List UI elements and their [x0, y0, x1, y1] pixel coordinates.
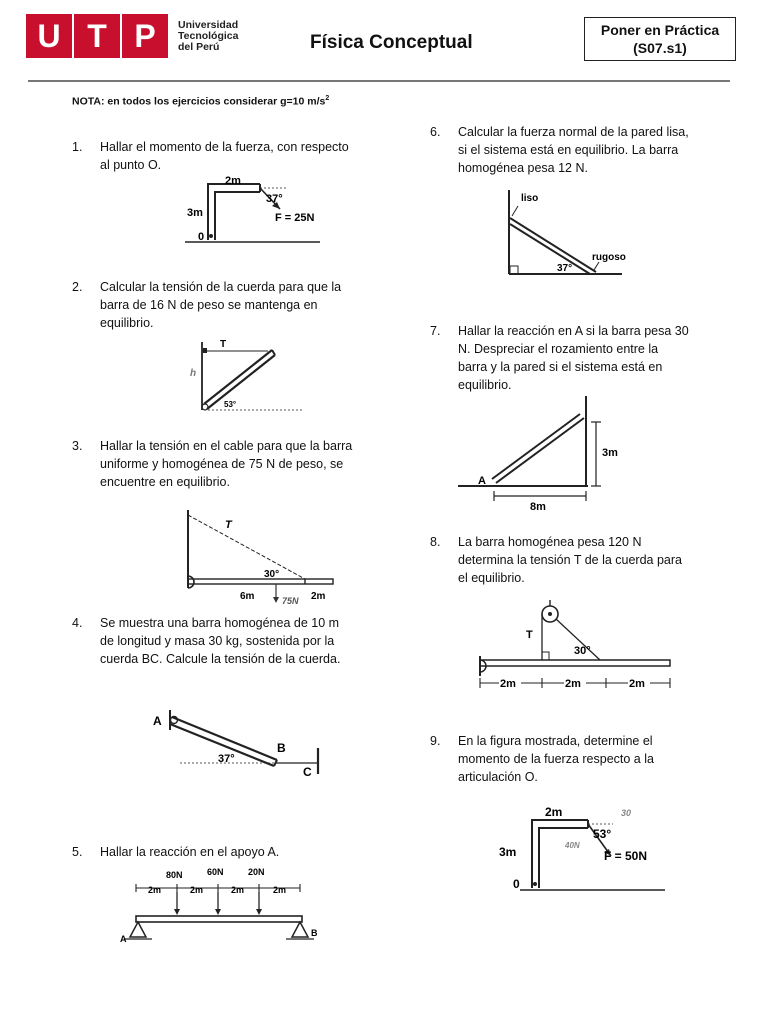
- question-number: 7.: [430, 324, 441, 338]
- figure-3-tension-label: T: [225, 519, 232, 531]
- figure-5: [118, 866, 323, 952]
- figure-1: [180, 172, 325, 250]
- question-line: Hallar la tensión en el cable para que la barra: [100, 439, 353, 453]
- figure-9: [495, 802, 670, 898]
- question-line: barra y la pared si el sistema está en: [458, 360, 663, 374]
- figure-8-span-3: 2m: [629, 678, 645, 690]
- figure-1-angle-label: 37°: [266, 193, 283, 205]
- figure-8-diagram: [470, 596, 680, 692]
- figure-1-side-label: 3m: [187, 207, 203, 219]
- figure-6-rough-label: rugoso: [592, 252, 626, 263]
- figure-4-label-a: A: [153, 714, 162, 728]
- figure-9-handwritten-2: 40N: [565, 841, 580, 850]
- figure-5-diagram: [118, 866, 323, 952]
- question-line: de longitud y masa 30 kg, sostenida por la: [100, 634, 335, 648]
- question-line: determina la tensión T de la cuerda para: [458, 553, 682, 567]
- figure-4-label-c: C: [303, 765, 312, 779]
- question-number: 1.: [72, 140, 83, 154]
- figure-5-support-a: A: [120, 934, 127, 944]
- figure-6-smooth-label: liso: [521, 193, 539, 204]
- figure-7-height-label: 3m: [602, 447, 618, 459]
- figure-5-force-1: 80N: [166, 870, 183, 880]
- figure-7-base-label: 8m: [530, 501, 546, 513]
- question-number: 8.: [430, 535, 441, 549]
- figure-9-handwritten-1: 30: [621, 808, 632, 818]
- figure-4-label-b: B: [277, 741, 286, 755]
- figure-1-origin-label: 0: [198, 231, 205, 243]
- logo-line: del Perú: [178, 40, 220, 53]
- question-text: [458, 533, 682, 587]
- badge-line: (S07.s1): [633, 40, 687, 56]
- figure-6: [504, 186, 649, 276]
- question-text: [458, 732, 654, 786]
- figure-5-span-4: 2m: [273, 885, 287, 895]
- question-line: equilibrio.: [100, 316, 154, 330]
- figure-4: [150, 708, 325, 780]
- figure-4-angle-label: 37°: [218, 753, 235, 765]
- question-line: Se muestra una barra homogénea de 10 m: [100, 616, 340, 630]
- figure-8-angle-label: 30°: [574, 645, 591, 657]
- question-line: Calcular la tensión de la cuerda para que la: [100, 280, 342, 294]
- figure-7: [458, 392, 633, 514]
- utp-logo: [26, 14, 238, 58]
- session-badge: [584, 17, 736, 61]
- logo-line: Tecnológica: [178, 29, 239, 42]
- question-line: Hallar la reacción en A si la barra pesa 30: [458, 324, 689, 338]
- figure-2-handwritten: h: [190, 368, 197, 379]
- note-superscript: 2: [325, 95, 330, 102]
- course-title: Física Conceptual: [310, 32, 473, 53]
- question-text: [458, 123, 689, 177]
- figure-9-origin-label: 0: [513, 877, 520, 891]
- figure-9-force-label: F = 50N: [604, 849, 648, 863]
- question-line: Hallar la reacción en el apoyo A.: [100, 845, 280, 859]
- question-number: 4.: [72, 616, 83, 630]
- question-text: [100, 843, 279, 861]
- figure-3-angle-label: 30°: [264, 569, 280, 580]
- figure-2: [190, 338, 308, 413]
- figure-5-span-3: 2m: [231, 885, 245, 895]
- figure-5-span-1: 2m: [148, 885, 162, 895]
- question-number: 9.: [430, 734, 441, 748]
- question-line: momento de la fuerza respecto a la: [458, 752, 654, 766]
- question-line: al punto O.: [100, 158, 162, 172]
- logo-text: [178, 20, 238, 53]
- figure-2-diagram: [190, 338, 308, 413]
- figure-6-diagram: [504, 186, 649, 276]
- logo-letter-u: U: [26, 14, 72, 58]
- question-text: [100, 278, 341, 332]
- figure-9-diagram: [495, 802, 670, 898]
- figure-8-span-1: 2m: [500, 678, 516, 690]
- question-line: Calcular la fuerza normal de la pared lisa,: [458, 125, 689, 139]
- figure-6-angle-label: 37°: [557, 263, 573, 274]
- figure-5-span-2: 2m: [190, 885, 204, 895]
- figure-1-top-label: 2m: [225, 175, 241, 187]
- question-number: 2.: [72, 280, 83, 294]
- badge-line: Poner en Práctica: [600, 22, 720, 38]
- figure-5-force-2: 60N: [207, 867, 224, 877]
- figure-5-force-3: 20N: [248, 867, 265, 877]
- question-number: 5.: [72, 845, 83, 859]
- note-text: NOTA: en todos los ejercicios considerar g=10 m/s: [72, 95, 326, 108]
- figure-9-angle-label: 53°: [593, 827, 612, 841]
- figure-2-angle-label: 53°: [224, 400, 237, 409]
- question-number: 6.: [430, 125, 441, 139]
- figure-7-label-a: A: [478, 475, 486, 487]
- question-line: barra de 16 N de peso se mantenga en: [100, 298, 318, 312]
- figure-2-tension-label: T: [220, 339, 227, 350]
- question-line: el equilibrio.: [458, 571, 525, 585]
- question-line: Hallar el momento de la fuerza, con respecto: [100, 140, 349, 154]
- question-number: 3.: [72, 439, 83, 453]
- figure-3-right-span: 2m: [311, 591, 326, 602]
- question-line: En la figura mostrada, determine el: [458, 734, 653, 748]
- question-text: [100, 138, 349, 174]
- figure-3-handwritten: 75N: [282, 596, 299, 606]
- logo-letter-p: P: [122, 14, 168, 58]
- question-line: homogénea pesa 12 N.: [458, 161, 588, 175]
- logo-line: Universidad: [178, 18, 239, 31]
- figure-8-tension-label: T: [526, 629, 533, 641]
- figure-1-force-label: F = 25N: [275, 212, 315, 224]
- figure-3: [178, 508, 338, 608]
- question-line: articulación O.: [458, 770, 538, 784]
- question-line: cuerda BC. Calcule la tensión de la cuerda.: [100, 652, 341, 666]
- figure-8-span-2: 2m: [565, 678, 581, 690]
- header-divider: [28, 80, 730, 82]
- question-line: N. Despreciar el rozamiento entre la: [458, 342, 659, 356]
- question-line: encuentre en equilibrio.: [100, 475, 230, 489]
- question-text: [100, 437, 352, 491]
- figure-9-top-label: 2m: [545, 805, 563, 819]
- question-text: [458, 322, 689, 394]
- figure-9-side-label: 3m: [499, 845, 517, 859]
- figure-4-diagram: [150, 708, 325, 780]
- figure-3-left-span: 6m: [240, 591, 255, 602]
- question-line: si el sistema está en equilibrio. La barra: [458, 143, 679, 157]
- question-line: equilibrio.: [458, 378, 512, 392]
- question-line: La barra homogénea pesa 120 N: [458, 535, 642, 549]
- figure-1-diagram: [180, 172, 325, 250]
- logo-letter-t: T: [74, 14, 120, 58]
- figure-7-diagram: [458, 392, 633, 514]
- figure-8: [470, 596, 680, 692]
- question-line: uniforme y homogénea de 75 N de peso, se: [100, 457, 344, 471]
- figure-3-diagram: [178, 508, 338, 608]
- figure-5-support-b: B: [311, 928, 318, 938]
- note: [72, 95, 329, 108]
- question-text: [100, 614, 340, 668]
